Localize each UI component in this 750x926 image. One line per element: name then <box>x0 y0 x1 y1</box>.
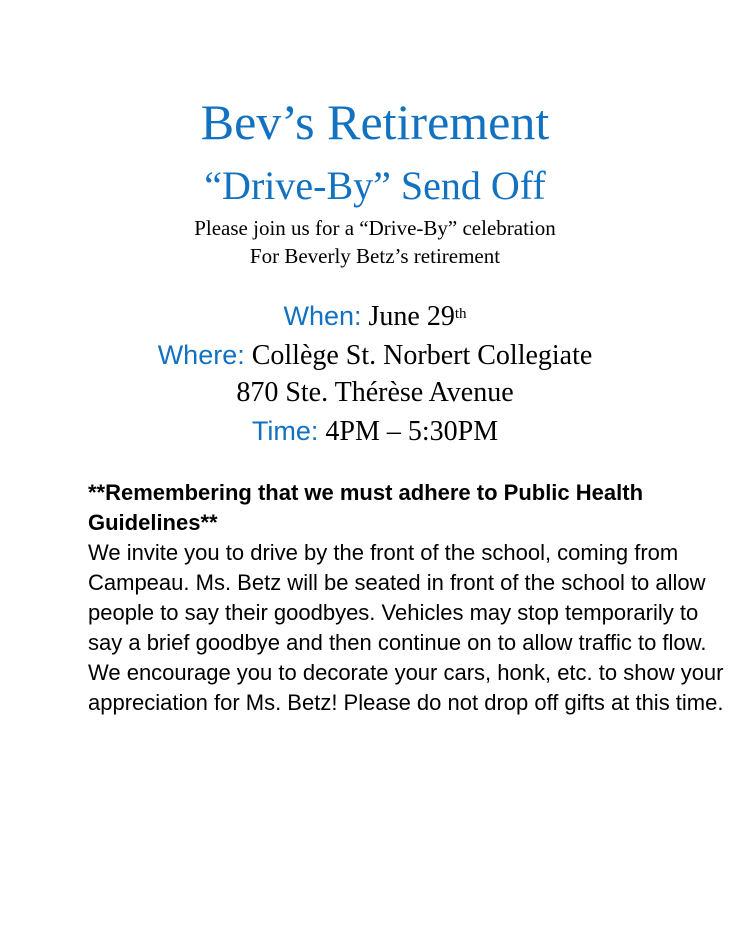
time-row <box>0 413 750 450</box>
when-row <box>0 298 750 335</box>
where-label: Where: <box>157 340 245 370</box>
body-paragraph-2: We encourage you to decorate your cars, honk, etc. to show your appreciation for Ms. Betz! Please do not drop off gifts at this time. <box>88 660 724 715</box>
guidelines-notice: **Remembering that we must adhere to Public Health Guidelines** <box>88 480 644 535</box>
where-row <box>0 337 750 374</box>
when-suffix: th <box>454 306 467 322</box>
when-value: June 29 <box>368 301 455 332</box>
flyer-title: Bev’s Retirement <box>200 94 550 150</box>
body-text <box>88 478 728 718</box>
address-value: 870 Ste. Thérèse Avenue <box>236 377 514 408</box>
where-value: Collège St. Norbert Collegiate <box>251 340 593 371</box>
time-value: 4PM – 5:30PM <box>325 416 499 447</box>
address-row <box>0 375 750 411</box>
time-label: Time: <box>251 416 319 446</box>
flyer-subtitle: “Drive-By” Send Off <box>204 163 546 208</box>
when-label: When: <box>283 301 362 331</box>
invite-line-2: For Beverly Betz’s retirement <box>249 244 501 268</box>
body-paragraph-1: We invite you to drive by the front of the school, coming from Campeau. Ms. Betz will be seated in front of the school to allow people to say their goodbyes. Vehicles may stop temporarily to say a brief goodbye and then continue on to allow traffic to flow. <box>88 540 707 655</box>
invite-line-1: Please join us for a “Drive-By” celebration <box>194 216 556 240</box>
